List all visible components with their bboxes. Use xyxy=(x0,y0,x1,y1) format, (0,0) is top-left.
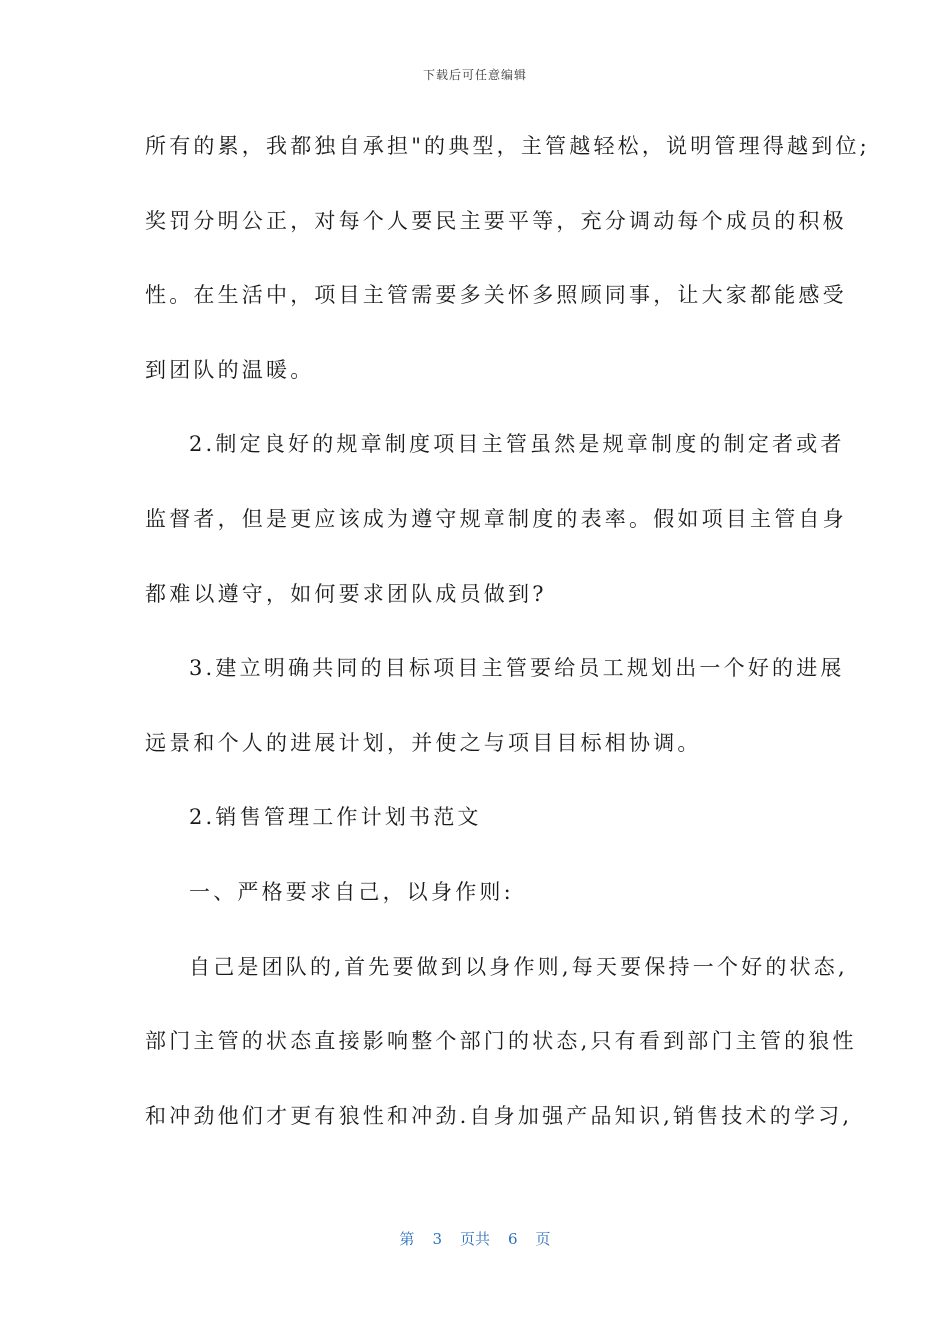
current-page-number: 3 xyxy=(432,1230,442,1248)
page-header-note: 下载后可任意编辑 xyxy=(422,68,527,82)
paragraph-line: 3.建立明确共同的目标项目主管要给员工规划出一个好的进展 xyxy=(189,656,845,681)
paragraph-line: 奖罚分明公正，对每个人要民主要平等，充分调动每个成员的积极 xyxy=(145,208,847,233)
paragraph-line: 2.制定良好的规章制度项目主管虽然是规章制度的制定者或者 xyxy=(189,432,845,457)
paragraph-line: 性。在生活中，项目主管需要多关怀多照顾同事，让大家都能感受 xyxy=(145,283,847,308)
paragraph-line: 到团队的温暖。 xyxy=(145,357,315,382)
body-text xyxy=(145,124,870,1168)
footer-suffix: 页 xyxy=(535,1230,551,1248)
paragraph-line: 都难以遵守，如何要求团队成员做到? xyxy=(145,581,547,606)
footer-middle: 页共 xyxy=(459,1230,490,1248)
paragraph-line: 和冲劲他们才更有狼性和冲劲.自身加强产品知识,销售技术的学习, xyxy=(145,1103,853,1128)
total-pages-number: 6 xyxy=(508,1230,518,1248)
paragraph-line: 自己是团队的,首先要做到以身作则,每天要保持一个好的状态, xyxy=(189,954,848,979)
footer-prefix: 第 xyxy=(399,1230,415,1248)
paragraph-line: 监督者，但是更应该成为遵守规章制度的表率。假如项目主管自身 xyxy=(145,506,847,531)
page-footer xyxy=(0,1228,950,1249)
section-heading: 2.销售管理工作计划书范文 xyxy=(189,805,482,830)
paragraph-line: 所有的累，我都独自承担"的典型，主管越轻松，说明管理得越到位; xyxy=(145,134,870,158)
paragraph-line: 部门主管的状态直接影响整个部门的状态,只有看到部门主管的狼性 xyxy=(145,1029,857,1054)
subsection-heading: 一、严格要求自己，以身作则: xyxy=(189,879,514,904)
paragraph-line: 远景和个人的进展计划，并使之与项目目标相协调。 xyxy=(145,730,702,755)
